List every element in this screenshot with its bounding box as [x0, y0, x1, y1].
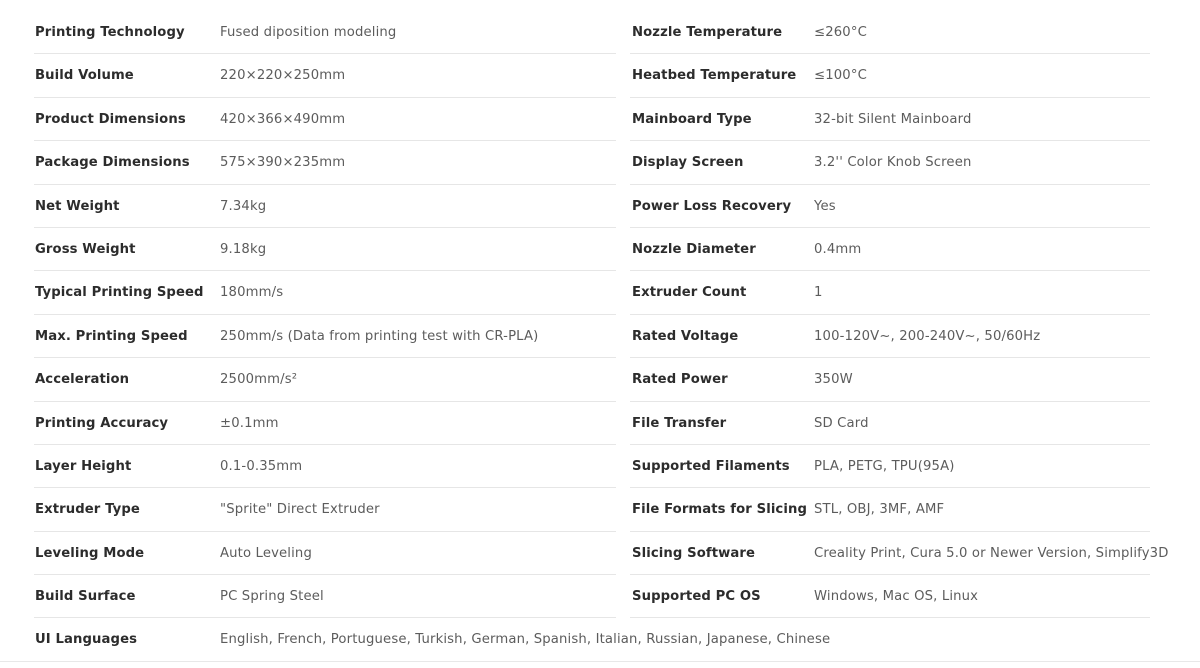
spec-value: 420×366×490mm — [220, 111, 346, 127]
spec-value: 1 — [814, 285, 823, 301]
spec-label: File Transfer — [632, 415, 727, 431]
spec-value: 0.1-0.35mm — [220, 458, 303, 474]
spec-row — [0, 488, 1200, 531]
spec-row — [0, 402, 1200, 445]
spec-value: PC Spring Steel — [220, 589, 324, 605]
spec-label: Leveling Mode — [35, 545, 145, 561]
spec-row — [0, 315, 1200, 358]
spec-label: Printing Accuracy — [35, 415, 169, 431]
spec-label: Extruder Count — [632, 285, 747, 301]
spec-label: Net Weight — [35, 198, 120, 214]
spec-label: Typical Printing Speed — [35, 285, 204, 301]
spec-label: Rated Voltage — [632, 328, 739, 344]
spec-value: PLA, PETG, TPU(95A) — [814, 458, 955, 474]
spec-label: Rated Power — [632, 372, 728, 388]
spec-label: Slicing Software — [632, 545, 756, 561]
spec-row — [0, 98, 1200, 141]
spec-value: 3.2'' Color Knob Screen — [814, 155, 972, 171]
spec-row — [0, 575, 1200, 618]
spec-value: 575×390×235mm — [220, 155, 346, 171]
spec-label: Supported Filaments — [632, 458, 790, 474]
spec-label: UI Languages — [35, 632, 138, 648]
spec-value: 0.4mm — [814, 241, 862, 257]
spec-row — [0, 54, 1200, 97]
spec-value: Fused diposition modeling — [220, 25, 397, 40]
spec-value: Yes — [814, 198, 836, 214]
spec-value: SD Card — [814, 415, 869, 431]
spec-value: 180mm/s — [220, 285, 284, 301]
spec-value: 100-120V~, 200-240V~, 50/60Hz — [814, 328, 1041, 344]
spec-label: Display Screen — [632, 155, 744, 171]
spec-label: Build Surface — [35, 589, 136, 605]
spec-row — [0, 185, 1200, 228]
spec-row — [0, 358, 1200, 401]
spec-row — [0, 532, 1200, 575]
spec-row — [0, 228, 1200, 271]
spec-label: Heatbed Temperature — [632, 68, 797, 84]
spec-value: STL, OBJ, 3MF, AMF — [814, 502, 945, 518]
spec-label: Layer Height — [35, 458, 132, 474]
spec-value: 9.18kg — [220, 241, 267, 257]
spec-label: Power Loss Recovery — [632, 198, 792, 214]
spec-row — [0, 271, 1200, 314]
spec-value: 7.34kg — [220, 198, 267, 214]
spec-value: ±0.1mm — [220, 415, 279, 431]
spec-value: Creality Print, Cura 5.0 or Newer Version, Simplify3D — [814, 545, 1169, 561]
spec-table — [0, 11, 1200, 662]
spec-value: Windows, Mac OS, Linux — [814, 589, 979, 605]
spec-label: Extruder Type — [35, 502, 140, 518]
spec-label: Build Volume — [35, 68, 134, 84]
spec-row — [0, 141, 1200, 184]
spec-value: 220×220×250mm — [220, 68, 346, 84]
spec-row-languages — [0, 618, 1200, 661]
spec-label: Printing Technology — [35, 25, 185, 40]
spec-value: "Sprite" Direct Extruder — [220, 502, 380, 518]
spec-label: Gross Weight — [35, 241, 136, 257]
spec-label: Package Dimensions — [35, 155, 190, 171]
spec-value: 250mm/s (Data from printing test with CR-PLA) — [220, 328, 539, 344]
spec-value: 350W — [814, 372, 853, 388]
spec-value: ≤100°C — [814, 68, 867, 84]
spec-value: ≤260°C — [814, 25, 867, 40]
spec-row — [0, 11, 1200, 54]
spec-label: Product Dimensions — [35, 111, 186, 127]
spec-label: Nozzle Temperature — [632, 25, 783, 40]
spec-label: Supported PC OS — [632, 589, 761, 605]
spec-label: Acceleration — [35, 372, 130, 388]
spec-label: Max. Printing Speed — [35, 328, 188, 344]
spec-label: File Formats for Slicing — [632, 502, 808, 518]
spec-value: Auto Leveling — [220, 545, 312, 561]
spec-value: 2500mm/s² — [220, 372, 298, 388]
spec-label: Mainboard Type — [632, 111, 752, 127]
row-divider — [0, 661, 1200, 662]
spec-label: Nozzle Diameter — [632, 241, 756, 257]
spec-value: English, French, Portuguese, Turkish, German, Spanish, Italian, Russian, Japanese, Chinese — [220, 632, 831, 648]
spec-row — [0, 445, 1200, 488]
spec-value: 32-bit Silent Mainboard — [814, 111, 972, 127]
